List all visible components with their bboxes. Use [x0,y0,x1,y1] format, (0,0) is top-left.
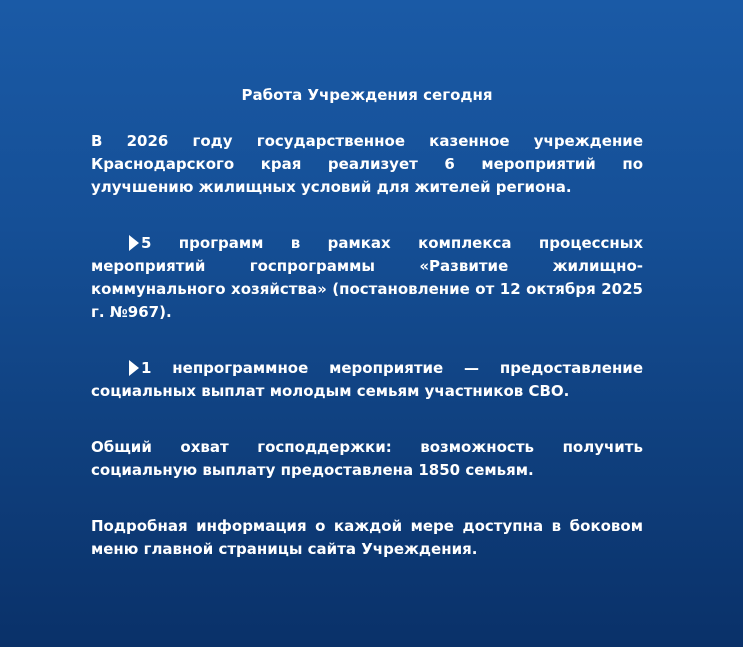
bullet-item-programs [91,232,643,324]
triangle-right-icon [129,360,139,376]
page-title: Работа Учреждения сегодня [241,86,493,104]
bullet-text-programs: 5 программ в рамках комплекса процессных мероприятий госпрограммы «Развитие жилищно-коммунального хозяйства» (постановление от 12 октября 2025 г. №967). [91,234,643,321]
bullet-text-nonprogram: 1 непрограммное мероприятие — предоставление социальных выплат молодым семьям участников СВО. [91,359,643,400]
document-content [91,84,643,561]
more-info-paragraph: Подробная информация о каждой мере доступна в боковом меню главной страницы сайта Учреждения. [91,517,643,558]
bullet-item-nonprogram [91,357,643,403]
intro-paragraph: В 2026 году государственное казенное учреждение Краснодарского края реализует 6 мероприятий по улучшению жилищных условий для жителей региона. [91,132,643,196]
triangle-right-icon [129,235,139,251]
coverage-paragraph: Общий охват господдержки: возможность получить социальную выплату предоставлена 1850 семьям. [91,438,643,479]
